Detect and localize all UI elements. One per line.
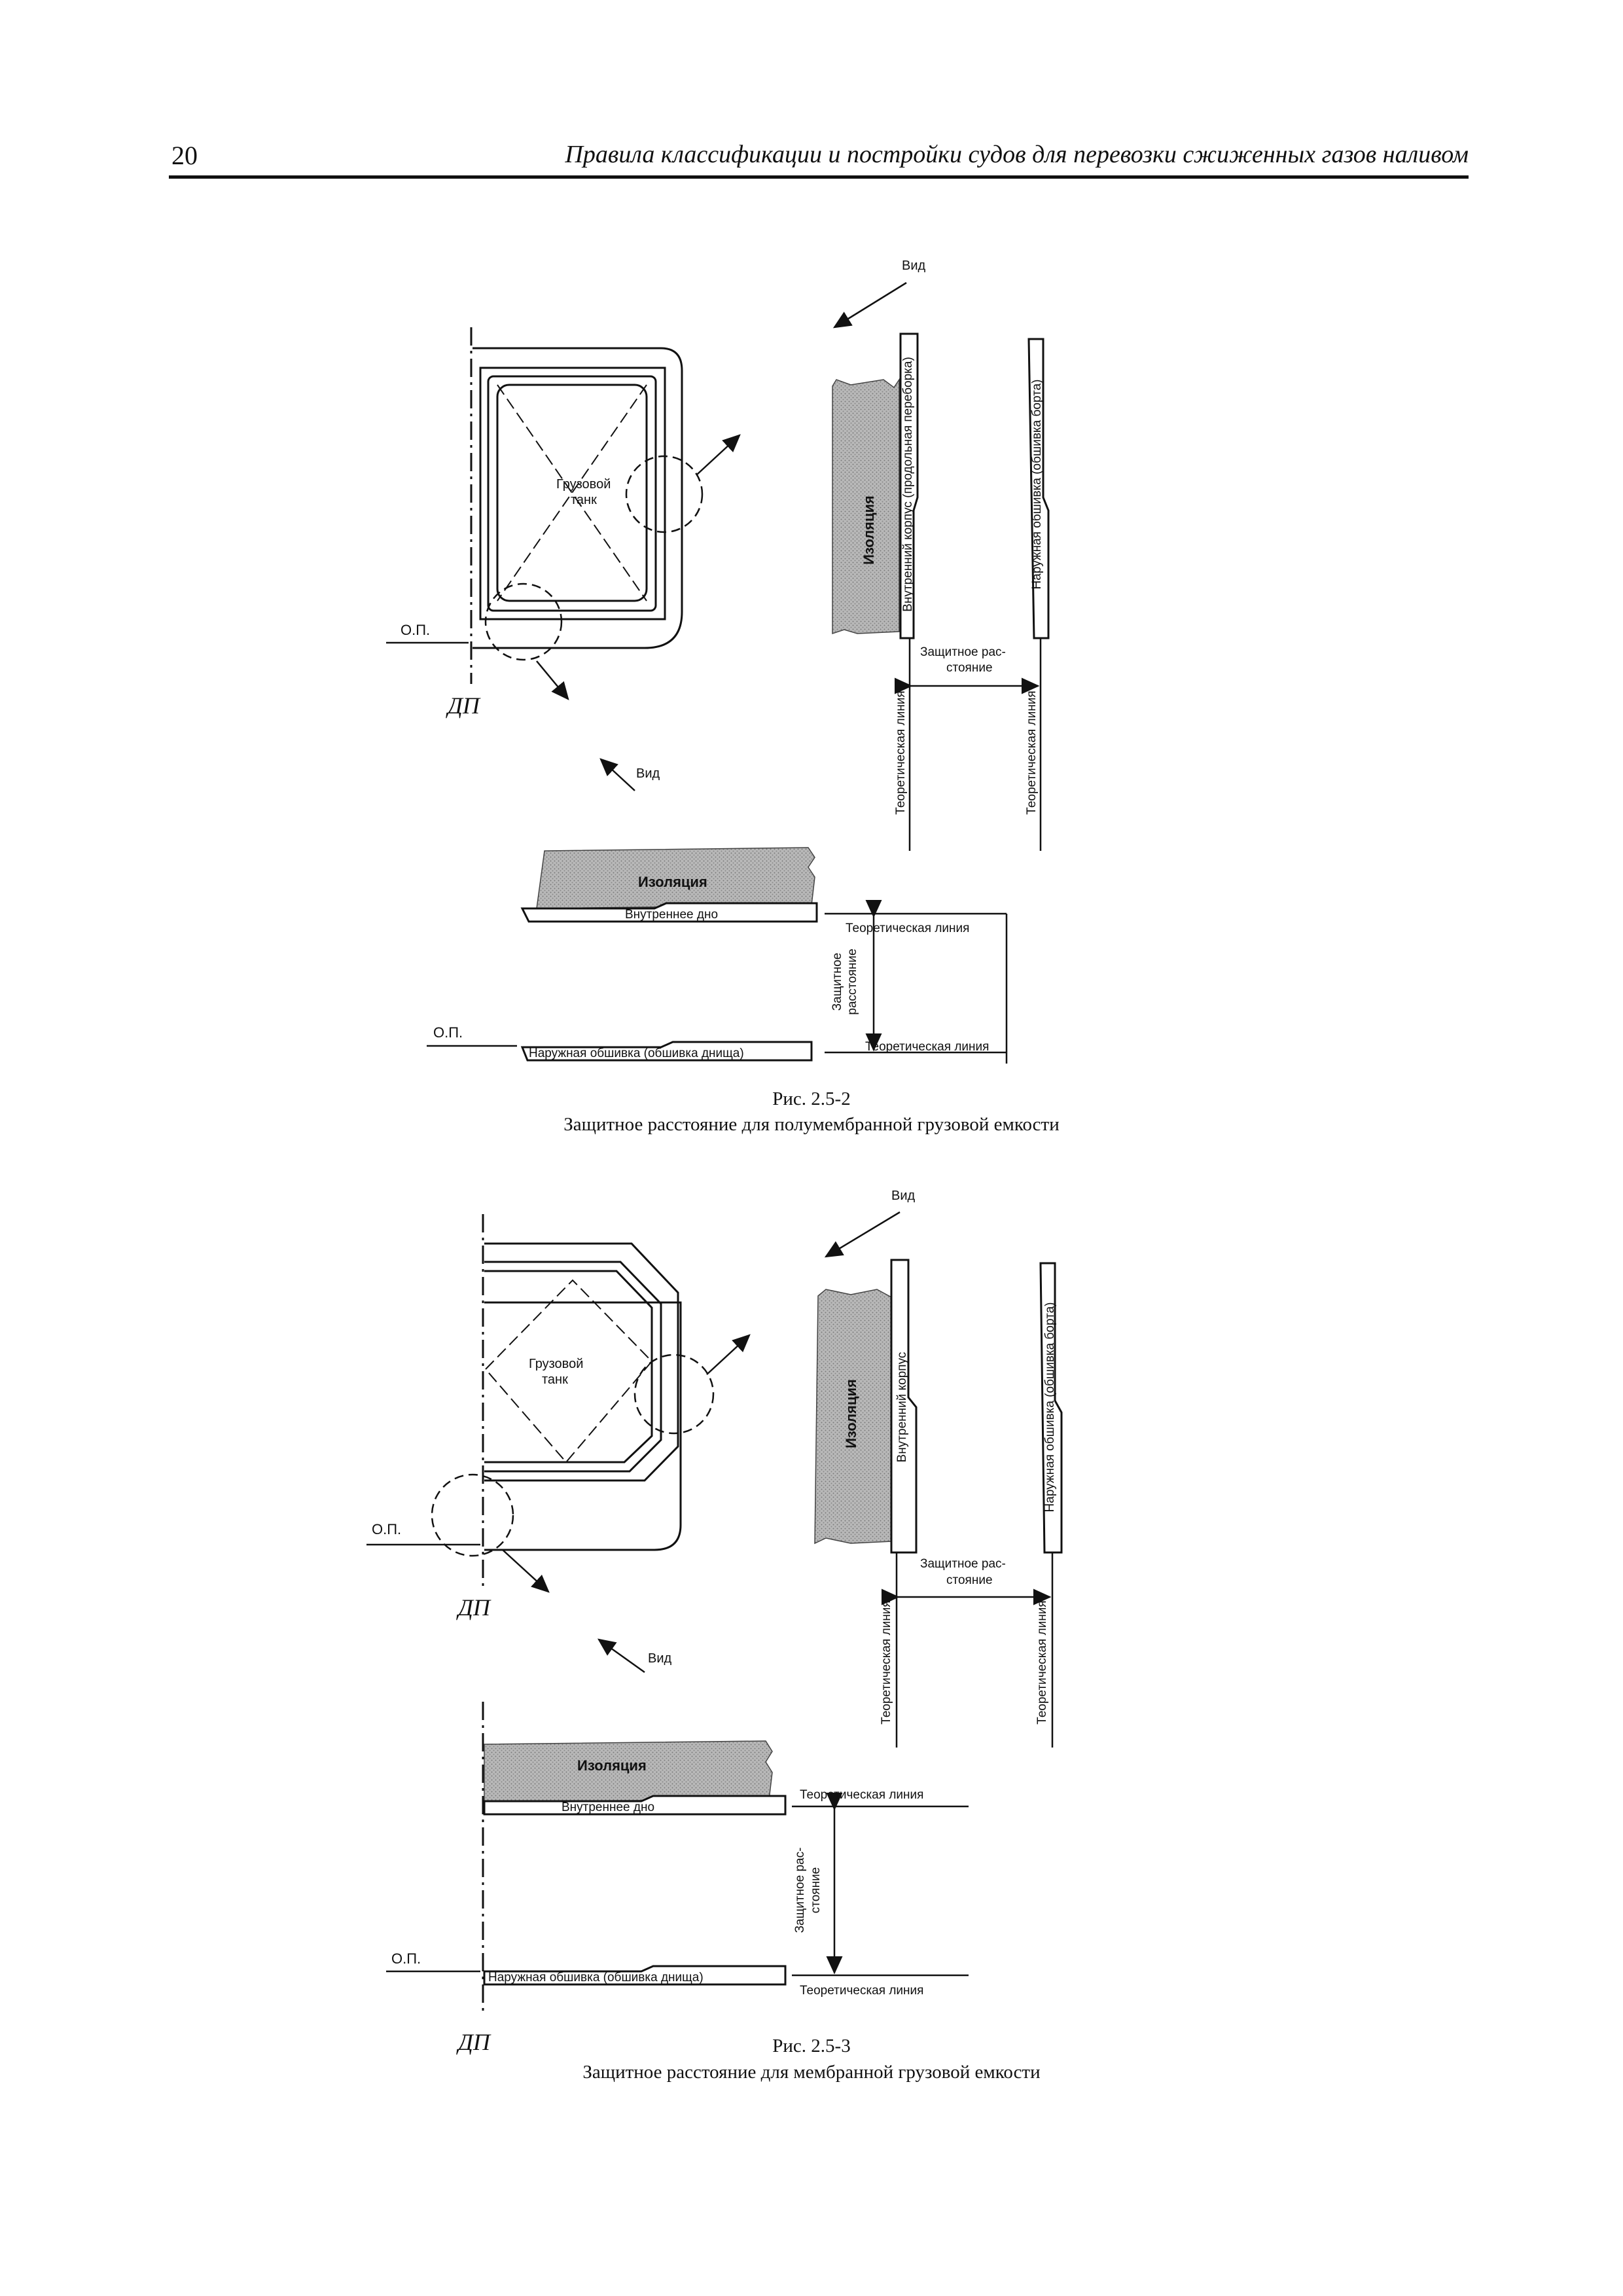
theoretical-line-label-inner: Теоретическая линия xyxy=(894,691,908,815)
dp-label: ДП xyxy=(448,692,480,719)
view-label-side: Вид xyxy=(902,259,926,273)
view-label-bottom-2: Вид xyxy=(648,1651,672,1666)
view-arrow-side-2 xyxy=(826,1212,900,1257)
cross-section-semi-membrane xyxy=(386,327,740,719)
detail-circle-bottom-2 xyxy=(432,1475,513,1556)
figure-2-5-2-number: Рис. 2.5-2 xyxy=(772,1088,851,1109)
protective-distance-side-2: стояние xyxy=(946,661,993,675)
figure-2-5-3-caption: Защитное расстояние для мембранной грузовой емкости xyxy=(582,2062,1041,2083)
theoretical-line-label-outer-2: Теоретическая линия xyxy=(1035,1600,1049,1725)
view-arrow-side xyxy=(834,283,906,327)
cargo-tank-label-1: Грузовой xyxy=(556,477,611,492)
theoretical-line-bottom-label: Теоретическая линия xyxy=(865,1040,990,1054)
detail-arrow-bottom xyxy=(537,661,568,699)
bottom-detail-semi-membrane xyxy=(427,759,1007,1064)
view-label-side-2: Вид xyxy=(891,1189,916,1203)
cross-section-membrane xyxy=(366,1214,749,1621)
protective-distance-bottom-2-2: стояние xyxy=(809,1867,823,1914)
figure-2-5-2-drawing xyxy=(0,0,1623,1086)
figure-2-5-3-number: Рис. 2.5-3 xyxy=(772,2036,851,2056)
theoretical-line-label-inner-2: Теоретическая линия xyxy=(880,1600,893,1725)
insulation-side-label: Изоляция xyxy=(861,495,877,565)
protective-distance-side-2-1: Защитное рас- xyxy=(920,1557,1006,1571)
protective-distance-side-1: Защитное рас- xyxy=(920,645,1006,659)
figure-2-5-2-caption: Защитное расстояние для полумембранной грузовой емкости xyxy=(563,1114,1060,1135)
tank-dashed-diamond xyxy=(486,1280,652,1462)
op-label-bottom: О.П. xyxy=(433,1024,463,1041)
dp-label-bottom-2: ДП xyxy=(458,2029,490,2055)
theoretical-line-label-outer: Теоретическая линия xyxy=(1025,691,1039,815)
insulation-bottom-label: Изоляция xyxy=(638,874,707,890)
inner-bottom-label: Внутреннее дно xyxy=(625,908,719,922)
protective-distance-side-2-2: стояние xyxy=(946,1573,993,1587)
protective-distance-bottom-1: Защитное xyxy=(830,952,844,1011)
theoretical-line-bottom-label-2: Теоретическая линия xyxy=(800,1984,924,1998)
cargo-tank-label-2-1: Грузовой xyxy=(529,1357,584,1371)
insulation-bottom-label-2: Изоляция xyxy=(577,1757,647,1774)
cargo-tank-label-2-2: танк xyxy=(542,1372,568,1387)
cargo-tank-label-2: танк xyxy=(571,493,597,507)
op-label-2: О.П. xyxy=(372,1521,402,1537)
detail-arrow-side xyxy=(697,435,740,475)
dp-label-2: ДП xyxy=(458,1594,490,1621)
outer-shell-bottom-label-2: Наружная обшивка (обшивка днища) xyxy=(488,1971,704,1984)
side-detail-semi-membrane xyxy=(832,259,1048,851)
view-arrow-bottom xyxy=(601,759,635,791)
inner-bottom-label-2: Внутреннее дно xyxy=(562,1801,655,1814)
inner-hull-longitudinal-label: Внутренний корпус (продольная переборка) xyxy=(901,357,915,612)
view-label-bottom: Вид xyxy=(636,766,660,781)
outer-shell-side-label: Наружная обшивка (обшивка борта) xyxy=(1030,379,1044,590)
insulation-side-label-2: Изоляция xyxy=(843,1379,859,1448)
detail-arrow-bottom-2 xyxy=(503,1550,548,1592)
outer-shell-bottom-label: Наружная обшивка (обшивка днища) xyxy=(529,1047,744,1060)
protective-distance-bottom-2-1: Защитное рас- xyxy=(793,1847,807,1933)
theoretical-line-top-label-2: Теоретическая линия xyxy=(800,1788,924,1802)
protective-distance-bottom-2: расстояние xyxy=(846,948,859,1015)
op-label-bottom-2: О.П. xyxy=(391,1950,421,1967)
detail-arrow-side-2 xyxy=(707,1335,749,1374)
running-header-title: Правила классификации и постройки судов для перевозки сжиженных газов наливом xyxy=(565,141,1469,168)
page-number: 20 xyxy=(171,141,198,170)
op-label: О.П. xyxy=(401,622,431,638)
outer-shell-side-label-2: Наружная обшивка (обшивка борта) xyxy=(1043,1302,1057,1513)
inner-hull-label: Внутренний корпус xyxy=(895,1352,909,1463)
figure-2-5-3-drawing xyxy=(0,1152,1623,2068)
side-detail-membrane xyxy=(815,1189,1061,1748)
view-arrow-bottom-2 xyxy=(599,1640,645,1672)
theoretical-line-top-label: Теоретическая линия xyxy=(846,922,970,935)
